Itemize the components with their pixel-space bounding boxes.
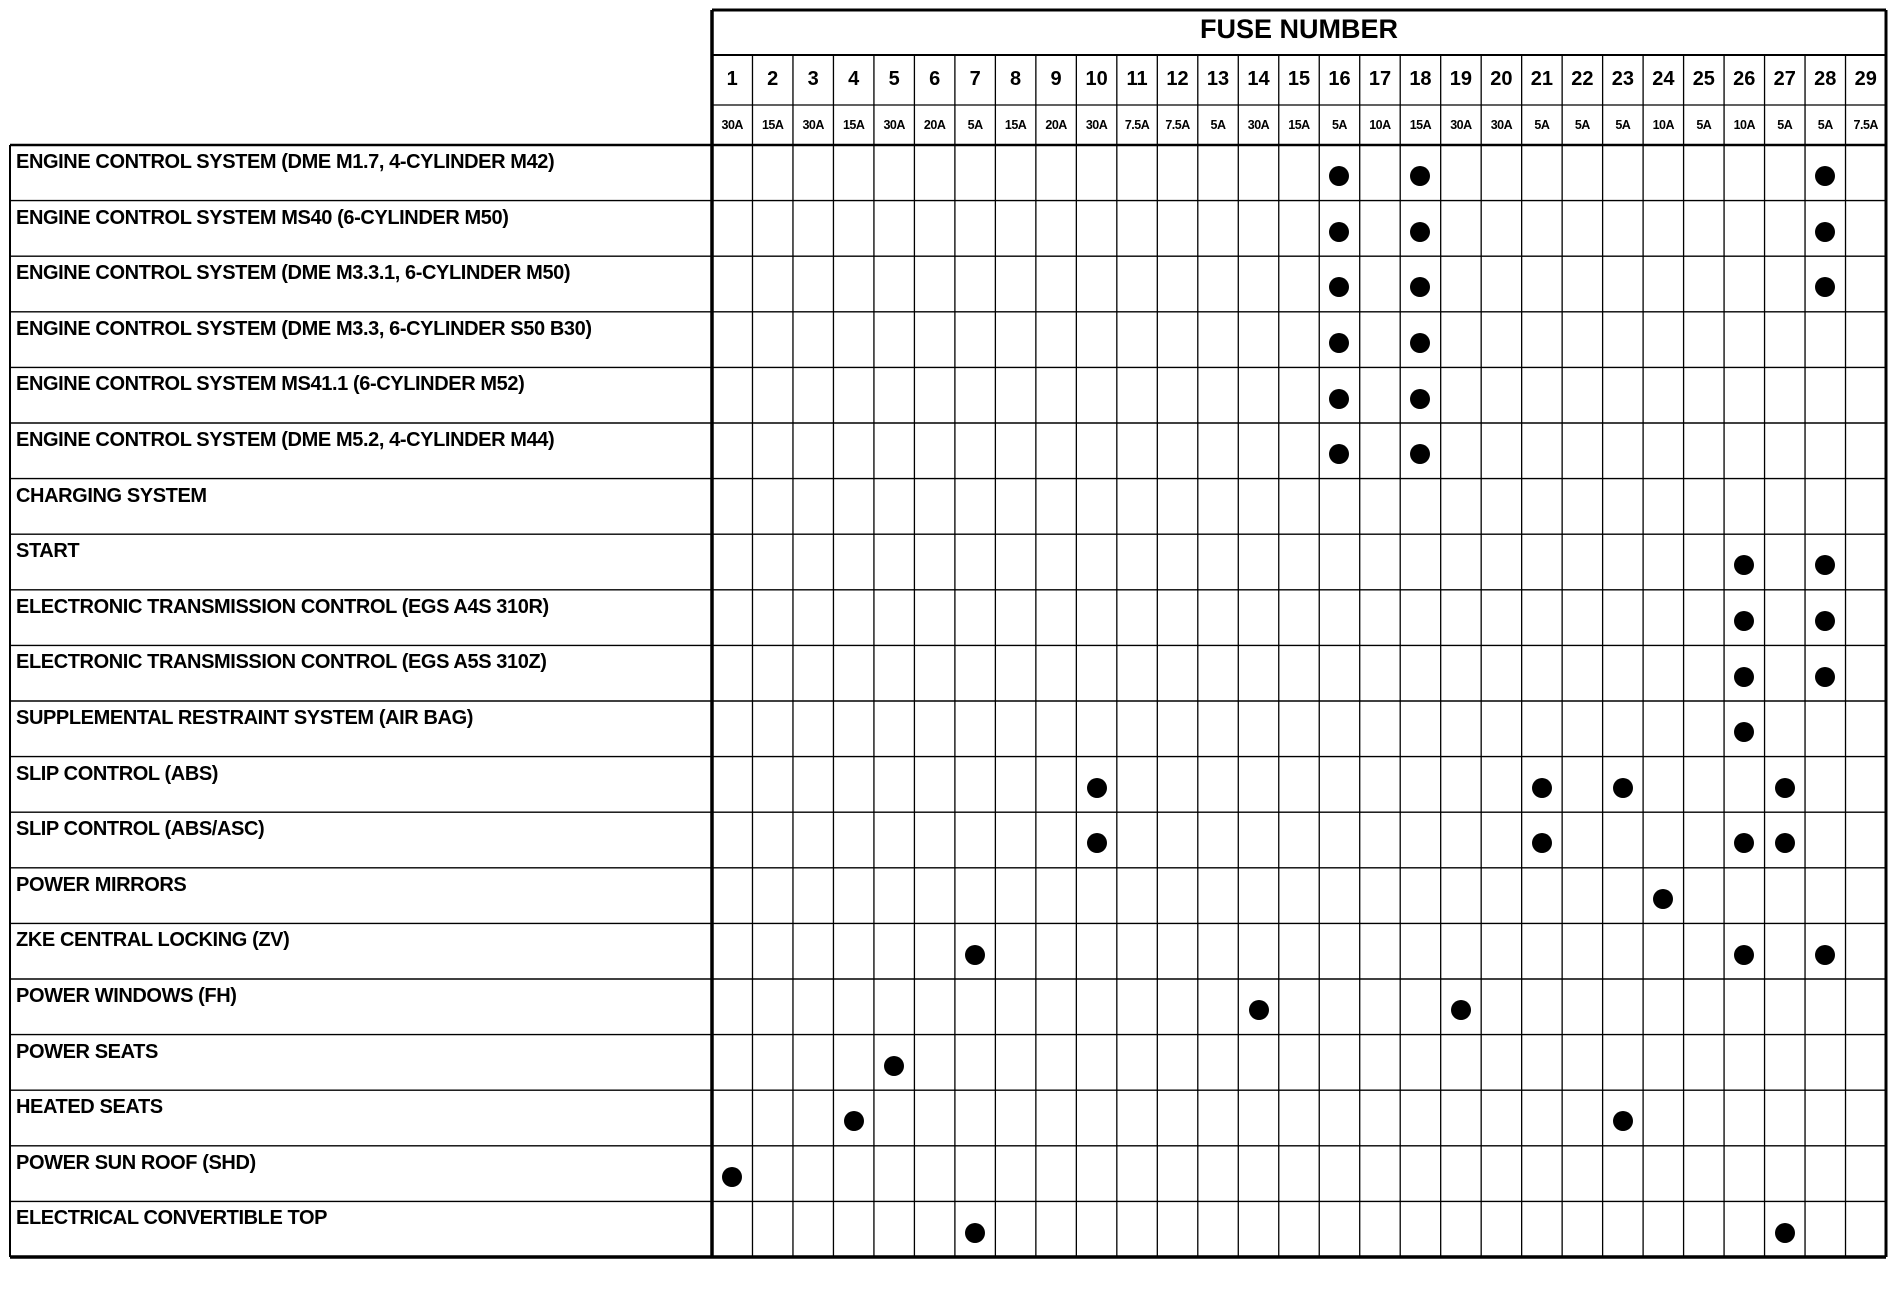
fuse-dot — [1775, 778, 1795, 798]
fuse-number: 6 — [929, 68, 941, 90]
fuse-number: 19 — [1449, 68, 1473, 90]
fuse-number: 23 — [1611, 68, 1634, 90]
system-label: ENGINE CONTROL SYSTEM (DME M3.3, 6-CYLINDER S50 B30) — [16, 317, 592, 340]
system-label: POWER SUN ROOF (SHD) — [16, 1151, 256, 1174]
fuse-rating: 5A — [967, 118, 983, 132]
fuse-dot — [1815, 222, 1835, 242]
fuse-rating: 15A — [1288, 118, 1310, 132]
system-label: ENGINE CONTROL SYSTEM MS40 (6-CYLINDER M50) — [16, 206, 509, 229]
system-label: HEATED SEATS — [16, 1096, 163, 1119]
fuse-rating: 10A — [1369, 118, 1391, 132]
fuse-dot — [1532, 778, 1552, 798]
fuse-rating: 7.5A — [1165, 118, 1190, 132]
fuse-number: 17 — [1368, 68, 1392, 90]
fuse-number: 2 — [767, 68, 779, 90]
fuse-rating: 30A — [1247, 118, 1270, 132]
fuse-dot — [965, 1223, 985, 1243]
fuse-rating: 30A — [1490, 118, 1513, 132]
fuse-rating: 5A — [1210, 118, 1226, 132]
fuse-rating: 5A — [1696, 118, 1712, 132]
fuse-number: 25 — [1692, 68, 1715, 90]
fuse-number: 11 — [1126, 68, 1148, 90]
fuse-dot — [1249, 1000, 1269, 1020]
system-label: ELECTRONIC TRANSMISSION CONTROL (EGS A5S 310Z) — [16, 651, 547, 674]
fuse-number: 13 — [1206, 68, 1230, 90]
system-label: START — [16, 540, 80, 563]
system-label: ENGINE CONTROL SYSTEM (DME M3.3.1, 6-CYLINDER M50) — [16, 262, 571, 285]
system-label: ELECTRONIC TRANSMISSION CONTROL (EGS A4S 310R) — [16, 595, 549, 618]
system-label: ELECTRICAL CONVERTIBLE TOP — [16, 1207, 328, 1230]
fuse-dot — [1087, 778, 1107, 798]
fuse-rating: 30A — [1450, 118, 1472, 132]
fuse-rating: 5A — [1615, 118, 1631, 132]
fuse-dot — [1734, 667, 1754, 687]
system-label: POWER SEATS — [16, 1040, 158, 1063]
fuse-rating: 10A — [1733, 118, 1756, 132]
fuse-number: 8 — [1010, 68, 1022, 90]
fuse-number: 4 — [848, 68, 860, 90]
fuse-dot — [1410, 389, 1430, 409]
fuse-number: 15 — [1287, 68, 1311, 90]
system-label: SLIP CONTROL (ABS/ASC) — [16, 818, 265, 841]
fuse-rating: 10A — [1652, 118, 1675, 132]
fuse-number: 29 — [1854, 68, 1877, 90]
fuse-rating: 15A — [761, 118, 784, 132]
system-label: CHARGING SYSTEM — [16, 484, 207, 507]
fuse-rating: 30A — [721, 118, 743, 132]
system-label: POWER WINDOWS (FH) — [16, 985, 237, 1007]
fuse-number: 16 — [1328, 68, 1351, 90]
fuse-number: 21 — [1530, 68, 1553, 90]
fuse-rating: 5A — [1817, 118, 1833, 132]
fuse-number: 24 — [1652, 68, 1675, 90]
fuse-rating: 30A — [1085, 118, 1108, 132]
fuse-number: 26 — [1733, 68, 1756, 90]
fuse-number: 7 — [969, 68, 981, 90]
fuse-number: 12 — [1166, 68, 1189, 90]
fuse-rating: 5A — [1331, 118, 1347, 132]
fuse-number: 9 — [1050, 68, 1062, 90]
fuse-rating: 15A — [842, 118, 865, 132]
fuse-rating: 7.5A — [1853, 118, 1878, 132]
fuse-rating: 7.5A — [1124, 118, 1150, 132]
fuse-dot — [1775, 1223, 1795, 1243]
system-label: SLIP CONTROL (ABS) — [16, 762, 219, 785]
fuse-dot — [965, 945, 985, 965]
fuse-number: 10 — [1085, 68, 1108, 90]
fuse-rating: 5A — [1534, 118, 1550, 132]
fuse-dot — [1451, 1000, 1471, 1020]
fuse-rating: 20A — [923, 118, 946, 132]
fuse-dot — [1329, 389, 1349, 409]
fuse-dot — [1815, 667, 1835, 687]
fuse-number: 28 — [1814, 68, 1837, 90]
fuse-rating: 20A — [1045, 118, 1067, 132]
system-label: ZKE CENTRAL LOCKING (ZV) — [16, 929, 290, 952]
fuse-number: 14 — [1247, 68, 1270, 90]
fuse-number: 1 — [726, 68, 738, 90]
fuse-rating: 15A — [1409, 118, 1432, 132]
fuse-rating: 30A — [883, 118, 905, 132]
fuse-dot — [844, 1111, 864, 1131]
fuse-rating: 30A — [802, 118, 824, 132]
fuse-number: 5 — [888, 68, 900, 90]
system-label: ENGINE CONTROL SYSTEM (DME M1.7, 4-CYLINDER M42) — [16, 151, 555, 173]
system-label: ENGINE CONTROL SYSTEM MS41.1 (6-CYLINDER M52) — [16, 373, 525, 396]
fuse-dot — [1613, 778, 1633, 798]
system-label: ENGINE CONTROL SYSTEM (DME M5.2, 4-CYLINDER M44) — [16, 429, 555, 451]
fuse-rating: 5A — [1574, 118, 1590, 132]
fuse-number: 27 — [1773, 68, 1796, 90]
system-label: SUPPLEMENTAL RESTRAINT SYSTEM (AIR BAG) — [16, 707, 474, 729]
fuse-dot — [1775, 833, 1795, 853]
fuse-number: 22 — [1571, 68, 1594, 90]
fuse-dot — [1815, 945, 1835, 965]
chart-title: FUSE NUMBER — [1199, 14, 1398, 44]
fuse-number: 3 — [807, 68, 819, 90]
fuse-number: 18 — [1409, 68, 1432, 90]
fuse-dot — [1734, 945, 1754, 965]
system-label: POWER MIRRORS — [16, 873, 187, 896]
fuse-dot — [884, 1056, 904, 1076]
fuse-dot — [1087, 833, 1107, 853]
fuse-rating: 5A — [1777, 118, 1793, 132]
fuse-rating: 15A — [1004, 118, 1027, 132]
fuse-number: 20 — [1490, 68, 1513, 90]
